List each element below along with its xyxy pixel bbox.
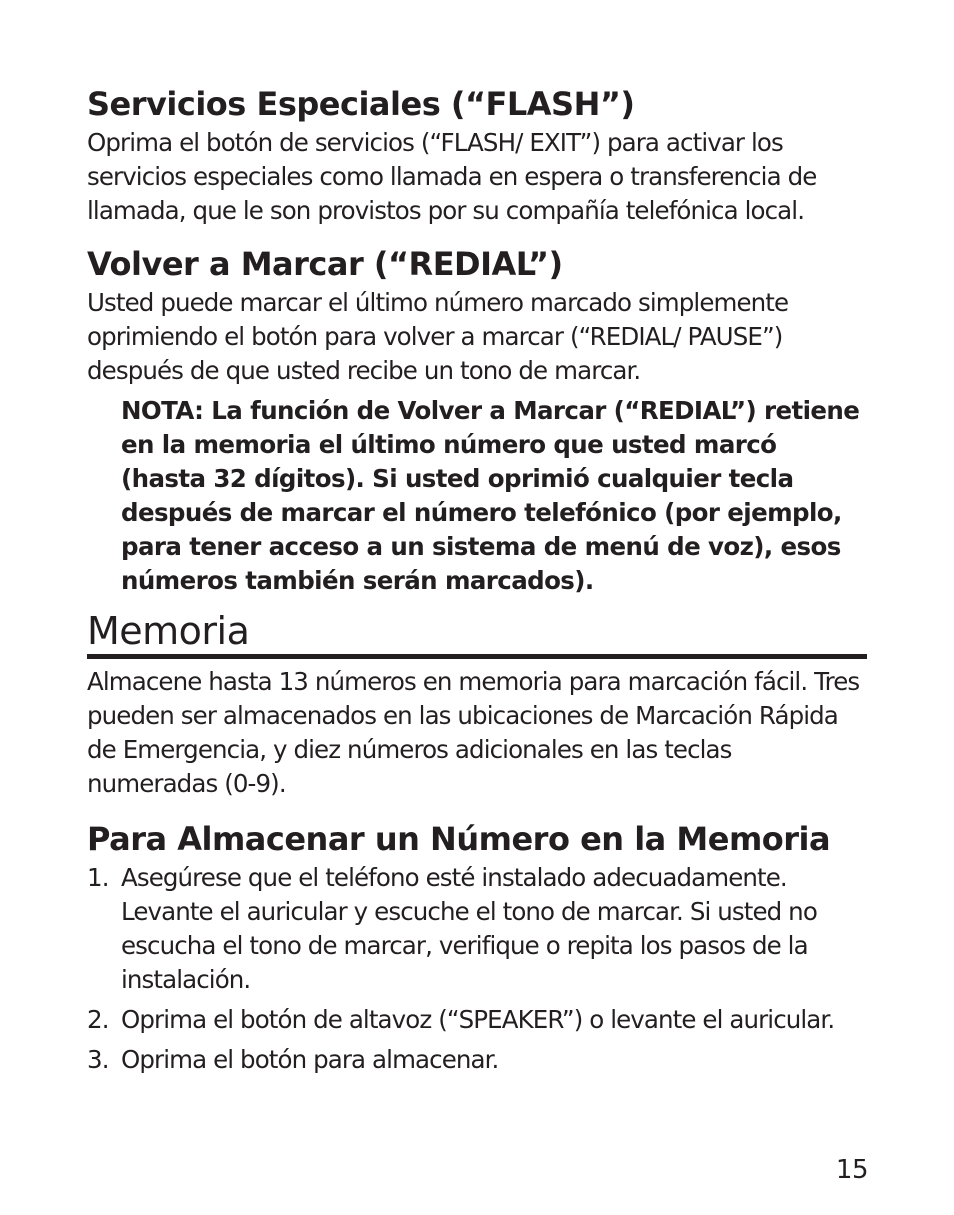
- flash-body: Oprima el botón de servicios (“FLASH/ EXIT”) para activar los servicios especiales como llamada en espera o transferencia de llamada, que le son provistos por su compañía telefónica local.: [87, 128, 817, 225]
- step-number: 1.: [87, 863, 109, 892]
- store-heading: Para Almacenar un Número en la Memoria: [87, 820, 831, 858]
- step-item: [87, 1003, 867, 1037]
- step-text: Asegúrese que el teléfono esté instalado adecuadamente. Levante el auricular y escuche el tono de marcar. Si usted no escucha el tono de marcar, verifique o repita los pasos de la instalación.: [121, 863, 817, 994]
- page-number: 15: [835, 1155, 868, 1185]
- step-text: Oprima el botón de altavoz (“SPEAKER”) o levante el auricular.: [121, 1005, 835, 1034]
- flash-heading: Servicios Especiales (“FLASH”): [87, 85, 635, 123]
- store-steps-list: [87, 861, 867, 1077]
- step-number: 2.: [87, 1005, 109, 1034]
- step-number: 3.: [87, 1045, 109, 1074]
- redial-heading: Volver a Marcar (“REDIAL”): [87, 245, 563, 283]
- step-item: [87, 861, 867, 997]
- redial-note: NOTA: La función de Volver a Marcar (“REDIAL”) retiene en la memoria el último número que usted marcó (hasta 32 dígitos). Si usted oprimió cualquier tecla después de marcar el número telefónico (por ejemplo, para tener acceso a un sistema de menú de voz), esos números también serán marcados).: [121, 396, 860, 595]
- manual-page: [87, 82, 867, 1077]
- memoria-heading: Memoria: [87, 608, 867, 659]
- redial-body: Usted puede marcar el último número marcado simplemente oprimiendo el botón para volver a marcar (“REDIAL/ PAUSE”) después de que usted recibe un tono de marcar.: [87, 288, 789, 385]
- step-item: [87, 1043, 867, 1077]
- step-text: Oprima el botón para almacenar.: [121, 1045, 499, 1074]
- memoria-body: Almacene hasta 13 números en memoria para marcación fácil. Tres pueden ser almacenados en las ubicaciones de Marcación Rápida de Emergencia, y diez números adicionales en las teclas numeradas (0-9).: [87, 667, 860, 798]
